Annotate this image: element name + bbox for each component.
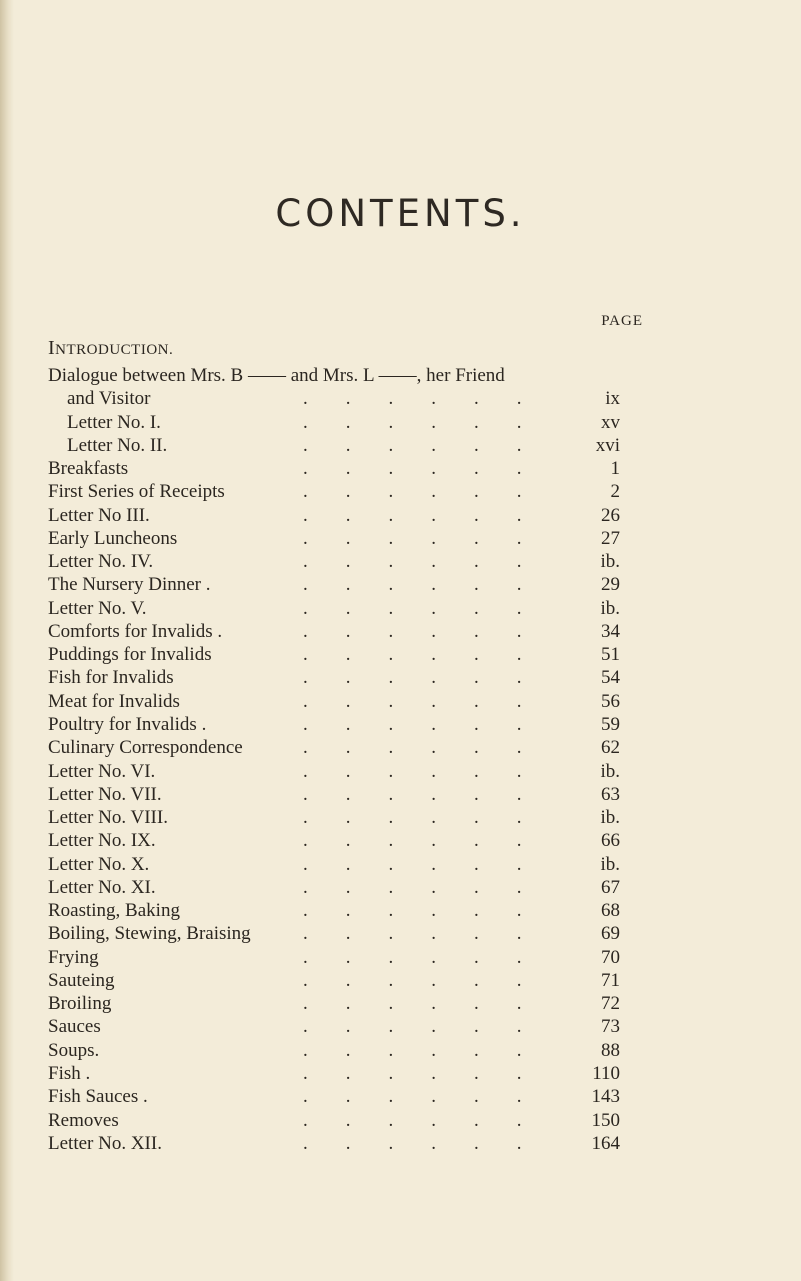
- toc-entry-page: 68: [601, 900, 620, 922]
- toc-entry-leader: . . . . . .: [303, 876, 522, 898]
- toc-entry-page: 56: [601, 690, 620, 712]
- toc-entry: [48, 946, 628, 969]
- section-heading-initial: I: [48, 337, 56, 359]
- toc-entry-title: Fish Sauces .: [48, 1086, 148, 1108]
- toc-entry-leader: . . . . . .: [303, 1039, 522, 1061]
- toc-entry-page: 150: [591, 1109, 620, 1131]
- toc-entry: [48, 853, 628, 876]
- toc-entry-title: Letter No. V.: [48, 597, 147, 619]
- toc-entry: [48, 992, 628, 1015]
- toc-entry-leader: . . . . . .: [303, 993, 522, 1015]
- toc-entry: [48, 387, 628, 410]
- toc-entry: [48, 666, 628, 689]
- toc-entry-page: 66: [601, 830, 620, 852]
- toc-entry-page: 70: [601, 946, 620, 968]
- toc-entry-title: Frying: [48, 946, 99, 968]
- toc-entry-title: Letter No. X.: [48, 853, 150, 875]
- toc-entry-page: 72: [601, 993, 620, 1015]
- toc-entry-leader: . . . . . .: [303, 388, 522, 410]
- toc-entry-page: 73: [601, 1016, 620, 1038]
- page-column-header: PAGE: [601, 313, 643, 329]
- toc-entry-title: Poultry for Invalids .: [48, 713, 207, 735]
- toc-entry: [48, 597, 628, 620]
- toc-entry-page: 26: [601, 504, 620, 526]
- section-heading: [48, 337, 173, 360]
- toc-entry-page: 88: [601, 1039, 620, 1061]
- toc-entry-page: ib.: [600, 597, 620, 619]
- toc-entry-leader: . . . . . .: [303, 830, 522, 852]
- toc-entry: [48, 643, 628, 666]
- toc-entry-leader: . . . . . .: [303, 574, 522, 596]
- toc-entry-page: 34: [601, 620, 620, 642]
- toc-entry-page: 29: [601, 574, 620, 596]
- toc-entry-page: 63: [601, 783, 620, 805]
- toc-entry-leader: . . . . . .: [303, 713, 522, 735]
- toc-entry-title: Letter No. VI.: [48, 760, 156, 782]
- toc-entry-leader: . . . . . .: [303, 458, 522, 480]
- toc-entry: [48, 1039, 628, 1062]
- toc-entry-page: 71: [601, 969, 620, 991]
- toc-entry-title: Roasting, Baking: [48, 900, 180, 922]
- toc-entry: [48, 783, 628, 806]
- toc-entry-title: Early Luncheons: [48, 527, 178, 549]
- toc-entry-leader: . . . . . .: [303, 1016, 522, 1038]
- toc-entry-leader: . . . . . .: [303, 760, 522, 782]
- toc-entry-leader: . . . . . .: [303, 644, 522, 666]
- toc-entry-leader: . . . . . .: [303, 853, 522, 875]
- toc-entry-page: 67: [601, 876, 620, 898]
- toc-entry: [48, 876, 628, 899]
- toc-entry-title: Letter No III.: [48, 504, 150, 526]
- toc-entry-leader: . . . . . .: [303, 900, 522, 922]
- toc-entry-title: Broiling: [48, 993, 112, 1015]
- toc-entry: [48, 620, 628, 643]
- toc-entry: [48, 713, 628, 736]
- toc-entry-leader: . . . . . .: [303, 737, 522, 759]
- toc-entry-leader: . . . . . .: [303, 667, 522, 689]
- toc-entry-page: 143: [591, 1086, 620, 1108]
- toc-entry: [48, 527, 628, 550]
- toc-entry-leader: . . . . . .: [303, 597, 522, 619]
- toc-entry-page: xv: [601, 411, 620, 433]
- toc-entry-title: Sauteing: [48, 969, 115, 991]
- toc-entry: [48, 690, 628, 713]
- toc-entry-title: Letter No. I.: [67, 411, 161, 433]
- toc-entry-page: 59: [601, 713, 620, 735]
- toc-entry-page: 51: [601, 644, 620, 666]
- toc-entry-title: Fish .: [48, 1062, 91, 1084]
- toc-entry: [48, 969, 628, 992]
- toc-entry-title: Letter No. II.: [67, 434, 168, 456]
- toc-entry-leader: . . . . . .: [303, 1109, 522, 1131]
- toc-entry: [48, 736, 628, 759]
- toc-entry-title: Comforts for Invalids .: [48, 620, 223, 642]
- toc-entry-title: Letter No. IX.: [48, 830, 156, 852]
- toc-entry: [48, 829, 628, 852]
- toc-entry-leader: . . . . . .: [303, 411, 522, 433]
- toc-entry-page: 69: [601, 923, 620, 945]
- toc-entry: [48, 1062, 628, 1085]
- toc-entry-title: Soups.: [48, 1039, 100, 1061]
- toc-entry-leader: . . . . . .: [303, 783, 522, 805]
- toc-entry-title: Removes: [48, 1109, 119, 1131]
- page-title: CONTENTS.: [275, 192, 526, 235]
- toc-entry-page: ib.: [600, 760, 620, 782]
- toc-entry-title: Puddings for Invalids: [48, 644, 212, 666]
- toc-entry-leader: . . . . . .: [303, 434, 522, 456]
- toc-entry-title: First Series of Receipts: [48, 481, 225, 503]
- toc-entry-title: Letter No. IV.: [48, 551, 154, 573]
- toc-entry-title: Letter No. VIII.: [48, 807, 168, 829]
- toc-entry-title: Letter No. XII.: [48, 1132, 162, 1154]
- toc-entry: [48, 550, 628, 573]
- toc-entry: [48, 1132, 628, 1155]
- toc-entry-page: 54: [601, 667, 620, 689]
- toc-entry: [48, 480, 628, 503]
- toc-entry-title: Fish for Invalids: [48, 667, 174, 689]
- toc-entry-title: Letter No. VII.: [48, 783, 162, 805]
- toc-entry-page: ix: [605, 388, 620, 410]
- toc-entry-leader: . . . . . .: [303, 946, 522, 968]
- section-heading-rest: NTRODUCTION.: [55, 342, 174, 358]
- table-of-contents: [48, 364, 628, 1155]
- toc-entry-page: ib.: [600, 807, 620, 829]
- toc-entry-page: 2: [610, 481, 620, 503]
- toc-entry: [48, 806, 628, 829]
- toc-entry-page: 164: [591, 1132, 620, 1154]
- toc-entry-title: The Nursery Dinner .: [48, 574, 211, 596]
- toc-entry-page: 62: [601, 737, 620, 759]
- toc-entry-leader: . . . . . .: [303, 1086, 522, 1108]
- toc-entry-page: 27: [601, 527, 620, 549]
- toc-intro-line: [48, 364, 628, 387]
- toc-entry-title: Breakfasts: [48, 458, 129, 480]
- toc-entry: [48, 457, 628, 480]
- toc-entry-leader: . . . . . .: [303, 807, 522, 829]
- toc-entry-page: 1: [610, 458, 620, 480]
- toc-entry-title: Culinary Correspondence: [48, 737, 243, 759]
- toc-entry-title: Meat for Invalids: [48, 690, 180, 712]
- toc-entry: [48, 504, 628, 527]
- toc-entry-title: and Visitor: [67, 388, 151, 410]
- toc-entry-leader: . . . . . .: [303, 923, 522, 945]
- toc-entry-leader: . . . . . .: [303, 1132, 522, 1154]
- toc-entry-leader: . . . . . .: [303, 690, 522, 712]
- toc-entry-leader: . . . . . .: [303, 620, 522, 642]
- toc-entry-page: ib.: [600, 853, 620, 875]
- toc-entry-page: xvi: [595, 434, 620, 456]
- toc-intro-text: Dialogue between Mrs. B —— and Mrs. L ——, her Friend: [48, 365, 505, 386]
- toc-entry-leader: . . . . . .: [303, 1062, 522, 1084]
- toc-entry: [48, 760, 628, 783]
- toc-entry-leader: . . . . . .: [303, 504, 522, 526]
- toc-entry-leader: . . . . . .: [303, 527, 522, 549]
- toc-entry: [48, 1109, 628, 1132]
- toc-entry: [48, 1085, 628, 1108]
- toc-entry-leader: . . . . . .: [303, 969, 522, 991]
- toc-entry-leader: . . . . . .: [303, 481, 522, 503]
- toc-entry-page: ib.: [600, 551, 620, 573]
- toc-entry-title: Boiling, Stewing, Braising: [48, 923, 251, 945]
- toc-entry: [48, 1015, 628, 1038]
- toc-entry: [48, 899, 628, 922]
- toc-entry-leader: . . . . . .: [303, 551, 522, 573]
- toc-entry: [48, 411, 628, 434]
- toc-entry-title: Letter No. XI.: [48, 876, 156, 898]
- toc-entry-title: Sauces: [48, 1016, 101, 1038]
- toc-entry: [48, 573, 628, 596]
- toc-entry: [48, 922, 628, 945]
- toc-entry-page: 110: [592, 1062, 620, 1084]
- toc-entries: [48, 387, 628, 1155]
- toc-entry: [48, 434, 628, 457]
